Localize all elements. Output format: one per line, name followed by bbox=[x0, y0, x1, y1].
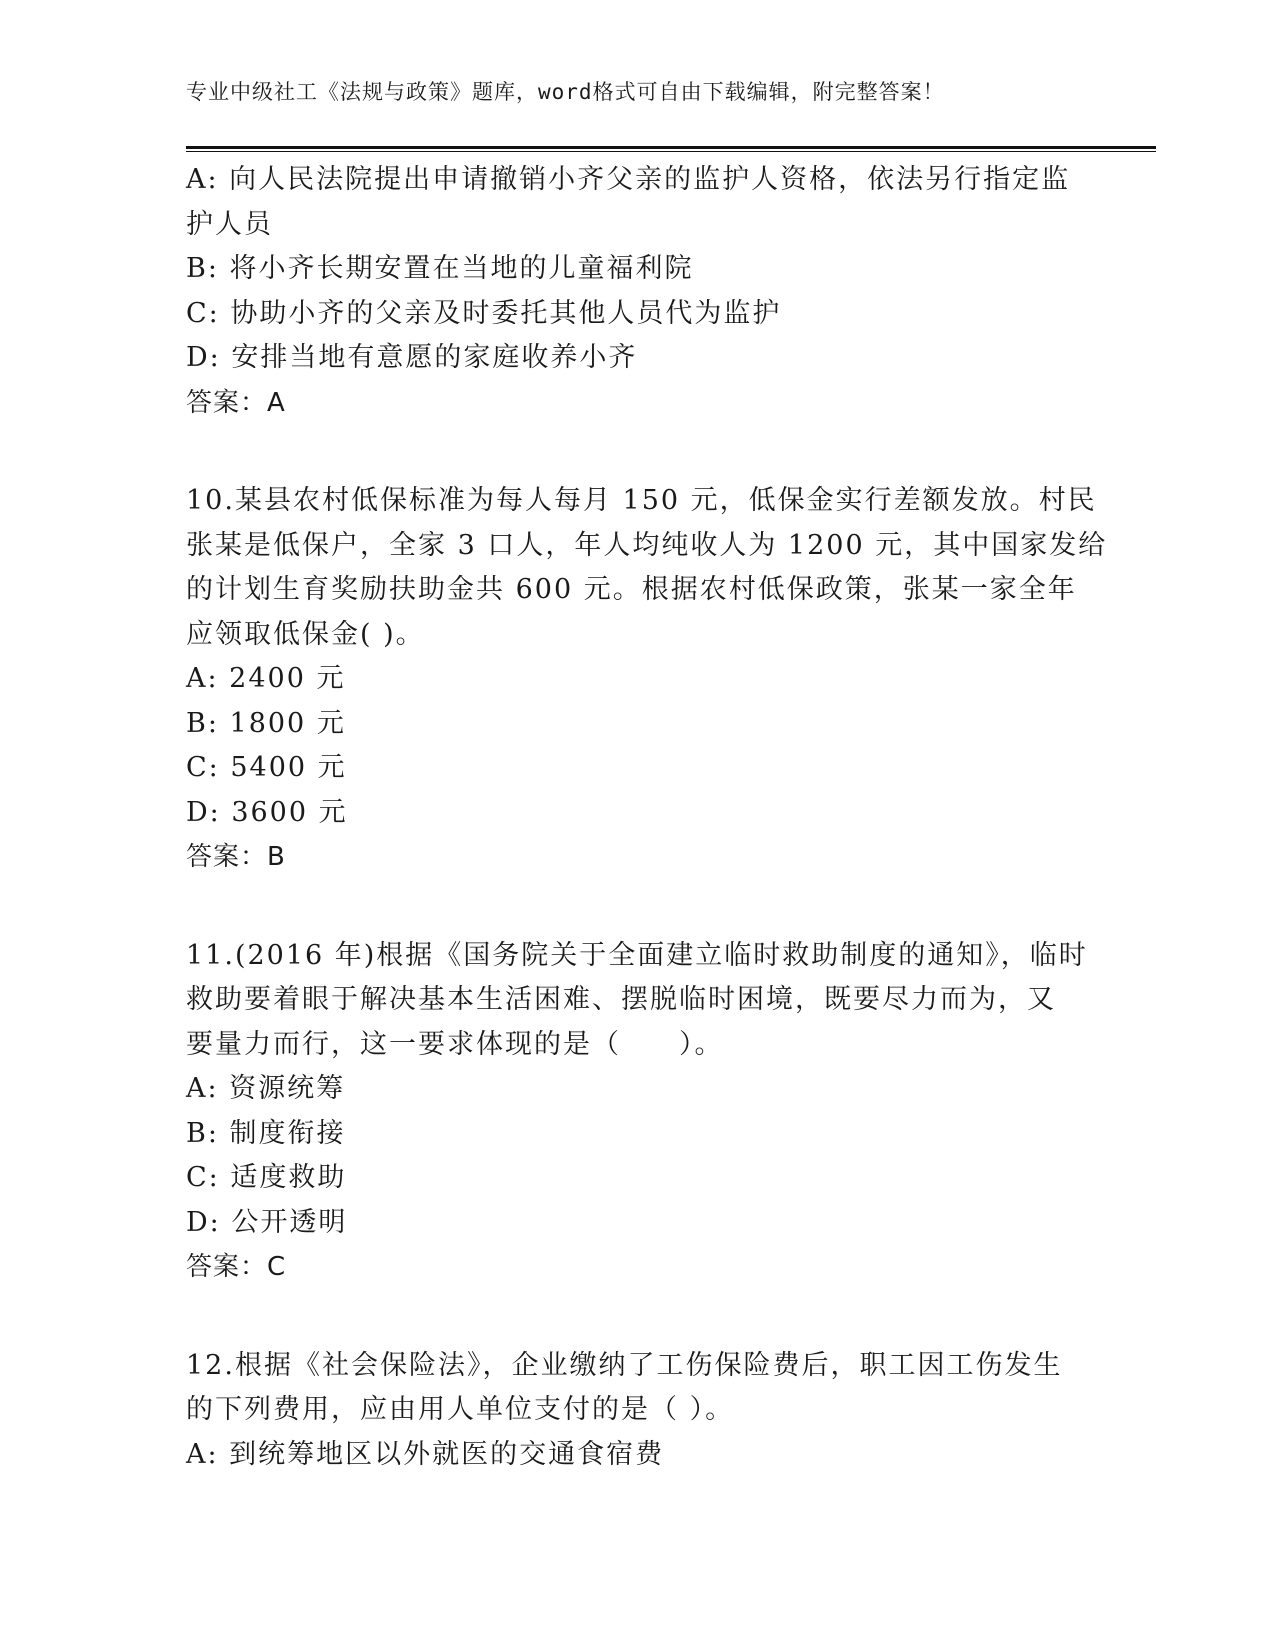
option-a: A: 资源统筹 bbox=[186, 1073, 346, 1104]
option-c: C: 适度救助 bbox=[186, 1162, 347, 1193]
answer-line: 答案：C bbox=[186, 1252, 287, 1282]
question-block bbox=[186, 158, 1086, 425]
spacer bbox=[186, 425, 1086, 479]
question-content bbox=[186, 158, 1108, 1477]
spacer bbox=[186, 1290, 1086, 1344]
question-block bbox=[186, 479, 1108, 880]
question-stem-line: 张某是低保户，全家 3 口人，年人均纯收人为 1200 元，其中国家发给 bbox=[186, 529, 1108, 561]
answer-line: 答案：B bbox=[186, 842, 286, 872]
option-d: D: 安排当地有意愿的家庭收养小齐 bbox=[186, 342, 638, 373]
question-stem-line: 10.某县农村低保标准为每人每月 150 元，低保金实行差额发放。村民 bbox=[186, 485, 1097, 516]
option-d: D: 公开透明 bbox=[186, 1206, 348, 1238]
question-stem-line: 12.根据《社会保险法》，企业缴纳了工伤保险费后，职工因工伤发生 bbox=[186, 1349, 1063, 1381]
question-stem-line: 应领取低保金( )。 bbox=[186, 618, 425, 650]
question-block bbox=[186, 1344, 1086, 1478]
question-stem-line: 11.(2016 年)根据《国务院关于全面建立临时救助制度的通知》，临时 bbox=[186, 939, 1088, 971]
option-a: A: 2400 元 bbox=[186, 663, 346, 694]
page-header: 专业中级社工《法规与政策》题库，word格式可自由下载编辑，附完整答案！ bbox=[186, 80, 945, 104]
question-stem-line: 要量力而行，这一要求体现的是（ ）。 bbox=[186, 1028, 724, 1060]
option-d: D: 3600 元 bbox=[186, 796, 348, 828]
option-a: A: 到统筹地区以外就医的交通食宿费 bbox=[186, 1438, 665, 1470]
question-stem-line: 的下列费用，应由用人单位支付的是（ ）。 bbox=[186, 1394, 735, 1425]
question-line: 护人员 bbox=[186, 208, 273, 240]
option-c: C: 协助小齐的父亲及时委托其他人员代为监护 bbox=[186, 297, 782, 329]
header-rule-thick bbox=[186, 146, 1156, 149]
option-b: B: 将小齐长期安置在当地的儿童福利院 bbox=[186, 253, 694, 284]
spacer bbox=[186, 880, 1086, 934]
answer-line: 答案：A bbox=[186, 387, 286, 418]
question-stem-line: 的计划生育奖励扶助金共 600 元。根据农村低保政策，张某一家全年 bbox=[186, 574, 1077, 605]
option-b: B: 1800 元 bbox=[186, 707, 346, 739]
option-b: B: 制度衔接 bbox=[186, 1117, 346, 1149]
header-rule-thin bbox=[186, 151, 1156, 152]
option-c: C: 5400 元 bbox=[186, 752, 347, 783]
question-stem-line: 救助要着眼于解决基本生活困难、摆脱临时困境，既要尽力而为，又 bbox=[186, 984, 1056, 1015]
question-line: A: 向人民法院提出申请撤销小齐父亲的监护人资格，依法另行指定监 bbox=[186, 164, 1071, 195]
question-block bbox=[186, 934, 1086, 1290]
